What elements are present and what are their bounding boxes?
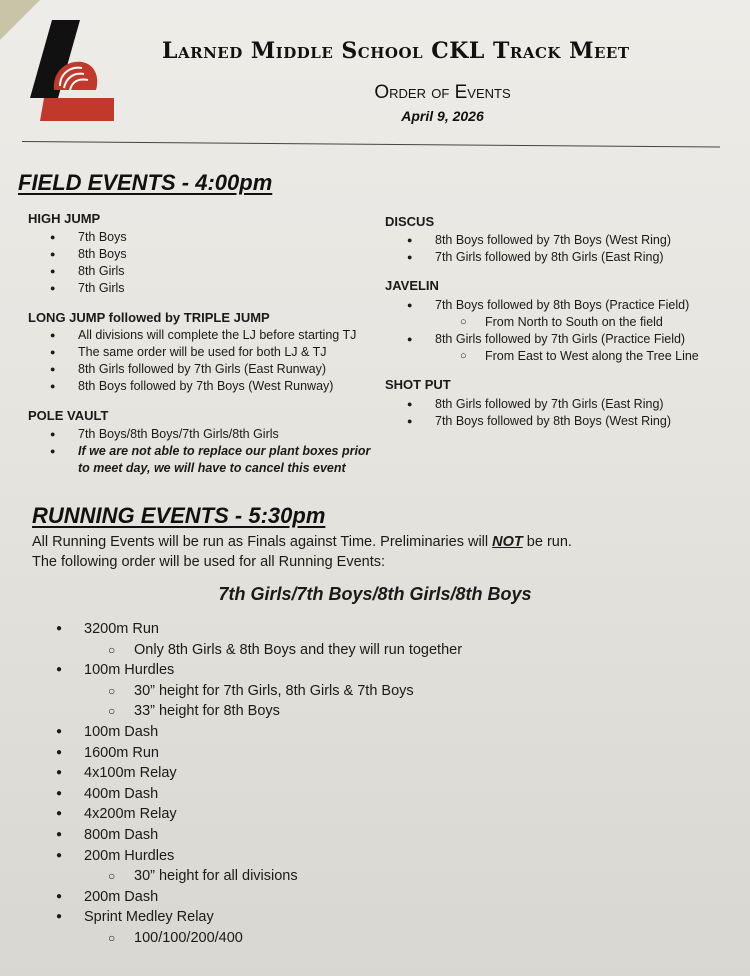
meet-date: April 9, 2026 xyxy=(401,108,484,124)
list-item: ● 800m Dash xyxy=(32,825,462,846)
high-jump-label: HIGH JUMP xyxy=(28,211,101,226)
intro-text-a: All Running Events will be run as Finals against Time. Preliminaries will xyxy=(32,534,493,550)
list-item: ● 400m Dash xyxy=(32,784,462,805)
running-events-heading: RUNNING EVENTS - 5:30pm xyxy=(32,503,326,528)
list-item: ● 7th Boys xyxy=(28,229,370,246)
document-title: Larned Middle School CKL Track Meet xyxy=(162,38,630,64)
document-subtitle: Order of Events xyxy=(374,82,511,103)
list-subitem: ○ 33” height for 8th Boys xyxy=(32,701,462,722)
field-right-column xyxy=(385,214,699,430)
list-item: ● 7th Girls xyxy=(28,280,370,297)
list-subitem: ○ 30” height for all divisions xyxy=(32,866,462,887)
larned-logo xyxy=(30,20,120,125)
list-item: ● 7th Boys followed by 8th Boys (Practice Field) xyxy=(385,297,699,314)
list-item: ● Sprint Medley Relay xyxy=(32,907,462,928)
intro-text-b: be run. xyxy=(522,534,572,550)
list-item: ● 7th Boys/8th Boys/7th Girls/8th Girls xyxy=(28,426,370,443)
list-item: ● 8th Boys followed by 7th Boys (West Runway) xyxy=(28,378,370,395)
list-subitem: ○ From North to South on the field xyxy=(385,314,699,331)
pole-vault-list xyxy=(28,426,370,477)
list-item: ● 4x100m Relay xyxy=(32,763,462,784)
list-item: ● 100m Hurdles xyxy=(32,660,462,681)
list-subitem: ○ From East to West along the Tree Line xyxy=(385,348,699,365)
list-item: ● 1600m Run xyxy=(32,743,462,764)
running-intro xyxy=(32,532,572,572)
running-events-list xyxy=(32,619,462,949)
list-item: ● 8th Boys xyxy=(28,246,370,263)
list-item: ● 8th Girls xyxy=(28,263,370,280)
javelin-label: JAVELIN xyxy=(385,278,439,293)
list-item: ● The same order will be used for both LJ & TJ xyxy=(28,344,370,361)
discus-list xyxy=(385,232,699,266)
shot-put-label: SHOT PUT xyxy=(385,377,451,392)
list-item: ● If we are not able to replace our plant boxes prior xyxy=(28,443,370,460)
high-jump-list xyxy=(28,229,370,297)
running-division-order: 7th Girls/7th Boys/8th Girls/8th Boys xyxy=(218,584,532,604)
list-item: ● 8th Girls followed by 7th Girls (Practice Field) xyxy=(385,331,699,348)
list-item: ● 8th Boys followed by 7th Boys (West Ring) xyxy=(385,232,699,249)
list-subitem: ○ Only 8th Girls & 8th Boys and they will run together xyxy=(32,640,462,661)
intro-line-2: The following order will be used for all Running Events: xyxy=(32,554,386,570)
list-item: ● 8th Girls followed by 7th Girls (East Ring) xyxy=(385,396,699,413)
list-item: ● 7th Girls followed by 8th Girls (East Ring) xyxy=(385,249,699,266)
javelin-list xyxy=(385,297,699,365)
list-item: ● 100m Dash xyxy=(32,722,462,743)
list-subitem: ○ 30” height for 7th Girls, 8th Girls & 7th Boys xyxy=(32,681,462,702)
long-jump-list xyxy=(28,327,370,395)
list-item: ● 8th Girls followed by 7th Girls (East Runway) xyxy=(28,361,370,378)
pole-vault-label: POLE VAULT xyxy=(28,408,109,423)
discus-label: DISCUS xyxy=(385,214,435,229)
intro-not-emphasis: NOT xyxy=(492,534,523,550)
list-item: ● 200m Dash xyxy=(32,887,462,908)
list-item: ● 7th Boys followed by 8th Boys (West Ring) xyxy=(385,413,699,430)
list-item-continued: to meet day, we will have to cancel this event xyxy=(78,461,346,475)
field-events-heading: FIELD EVENTS - 4:00pm xyxy=(18,170,273,195)
list-subitem: ○ 100/100/200/400 xyxy=(32,928,462,949)
list-item: ● 4x200m Relay xyxy=(32,804,462,825)
long-jump-label: LONG JUMP followed by TRIPLE JUMP xyxy=(28,310,270,325)
list-item: ● 3200m Run xyxy=(32,619,462,640)
shot-put-list xyxy=(385,396,699,430)
field-left-column xyxy=(28,211,370,477)
list-item: ● 200m Hurdles xyxy=(32,846,462,867)
list-item: ● All divisions will complete the LJ before starting TJ xyxy=(28,327,370,344)
